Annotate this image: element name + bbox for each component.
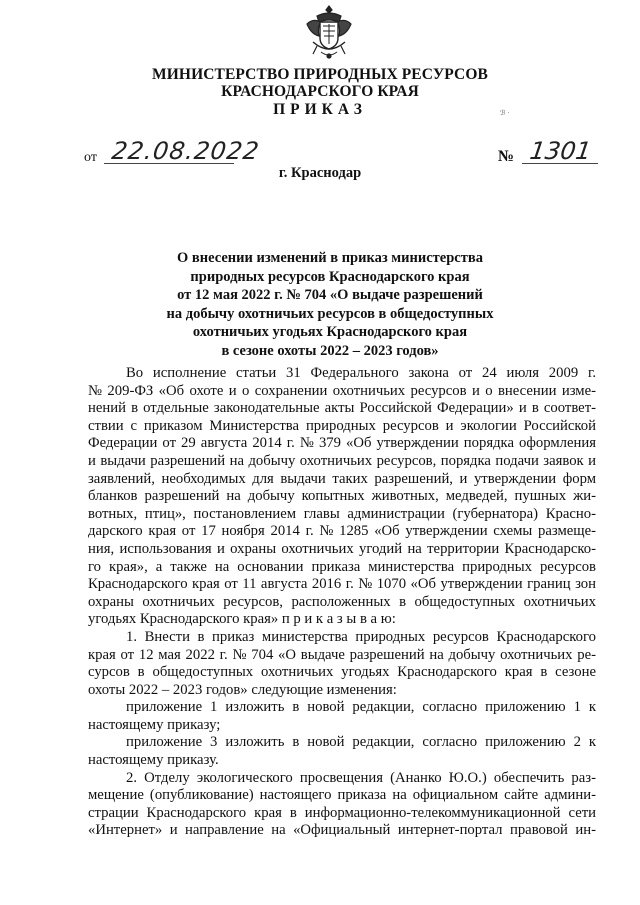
body-line: приложение 3 изложить в новой редакции, согласно приложению 2 к bbox=[126, 734, 596, 751]
order-body bbox=[88, 365, 596, 840]
body-line: 1. Внести в приказ министерства природных ресурсов Краснодарского bbox=[126, 628, 596, 645]
date-label: от bbox=[84, 150, 97, 165]
body-line: мещение (опубликование) настоящего приказа на официальном сайте админи- bbox=[88, 787, 596, 804]
body-line: нений в отдельные законодательные акты Российской Федерации» и в соответ- bbox=[88, 400, 596, 417]
body-line: охоты 2022 – 2023 годов» следующие изменения: bbox=[88, 681, 397, 698]
body-line: угодьях Краснодарского края» п р и к а з ы в а ю: bbox=[88, 611, 396, 628]
corner-mark: ℬ · bbox=[500, 109, 510, 117]
body-line: заявлений, необходимых для выдачи таких разрешений, и утверждении форм bbox=[88, 470, 596, 487]
body-line: дарского края от 17 ноября 2014 г. № 1285 «Об утверждении схемы размеще- bbox=[88, 523, 596, 540]
title-line: природных ресурсов Краснодарского края bbox=[190, 268, 470, 285]
title-line: на добычу охотничьих ресурсов в общедоступных bbox=[166, 305, 494, 322]
ministry-name-line1: МИНИСТЕРСТВО ПРИРОДНЫХ РЕСУРСОВ bbox=[152, 66, 488, 83]
body-line: Во исполнение статьи 31 Федерального закона от 24 июля 2009 г. bbox=[126, 365, 596, 381]
document-type: ПРИКАЗ bbox=[273, 101, 367, 118]
number-underline bbox=[522, 163, 598, 164]
body-line: и выдачи разрешений на добычу охотничьих ресурсов, порядка подачи заявок и bbox=[88, 452, 596, 469]
body-line: сурсов в общедоступных охотничьих угодьях Краснодарского края в сезоне bbox=[88, 664, 596, 681]
title-line: от 12 мая 2022 г. № 704 «О выдаче разрешений bbox=[177, 287, 483, 303]
ministry-name-line2: КРАСНОДАРСКОГО КРАЯ bbox=[221, 83, 419, 100]
order-title bbox=[120, 249, 540, 360]
body-line: № 209-ФЗ «Об охоте и о сохранении охотничьих ресурсов и о внесении изме- bbox=[88, 382, 596, 399]
title-line: охотничьих угодьях Краснодарского края bbox=[192, 324, 468, 340]
body-line: страции Краснодарского края в информационно-телекоммуникационной сети bbox=[88, 804, 596, 821]
body-line: «Интернет» и направление на «Официальный интернет-портал правовой ин- bbox=[88, 822, 596, 839]
body-line: приложение 1 изложить в новой редакции, согласно приложению 1 к bbox=[126, 699, 596, 716]
body-line: Федерации от 29 августа 2014 г. № 379 «Об утверждении порядка оформления bbox=[88, 435, 596, 452]
title-line: в сезоне охоты 2022 – 2023 годов» bbox=[221, 342, 439, 359]
body-line: края от 12 мая 2022 г. № 704 «О выдаче разрешений на добычу охотничьих ре- bbox=[88, 646, 596, 663]
body-line: ния, использования и охраны охотничьих угодий на территории Краснодарско- bbox=[88, 540, 596, 557]
body-line: настоящему приказу; bbox=[88, 716, 221, 733]
body-line: настоящему приказу. bbox=[88, 752, 219, 769]
body-line: Краснодарского края от 11 августа 2016 г. № 1070 «Об утверждении границ зон bbox=[88, 576, 596, 593]
number-label: № bbox=[498, 148, 515, 165]
date-underline bbox=[104, 163, 234, 164]
body-line: 2. Отделу экологического просвещения (Ананко Ю.О.) обеспечить раз- bbox=[126, 769, 596, 786]
number-value: 1301 bbox=[528, 137, 594, 165]
title-line: О внесении изменений в приказ министерства bbox=[177, 250, 483, 266]
body-line: вотных, птиц», постановлением главы администрации (губернатора) Красно- bbox=[88, 505, 596, 522]
body-line: ствии с приказом Министерства природных ресурсов и экологии Российской bbox=[88, 417, 596, 434]
date-value: 22.08.2022 bbox=[110, 137, 262, 165]
city: г. Краснодар bbox=[278, 165, 362, 181]
body-line: охраны охотничьих ресурсов, расположенных в общедоступных охотничьих bbox=[88, 593, 596, 610]
coat-of-arms-icon bbox=[299, 2, 359, 62]
body-line: го края», а также на основании приказа министерства природных ресурсов bbox=[88, 558, 596, 575]
body-line: бланков разрешений на добычу копытных животных, медведей, пушных жи- bbox=[88, 488, 596, 505]
